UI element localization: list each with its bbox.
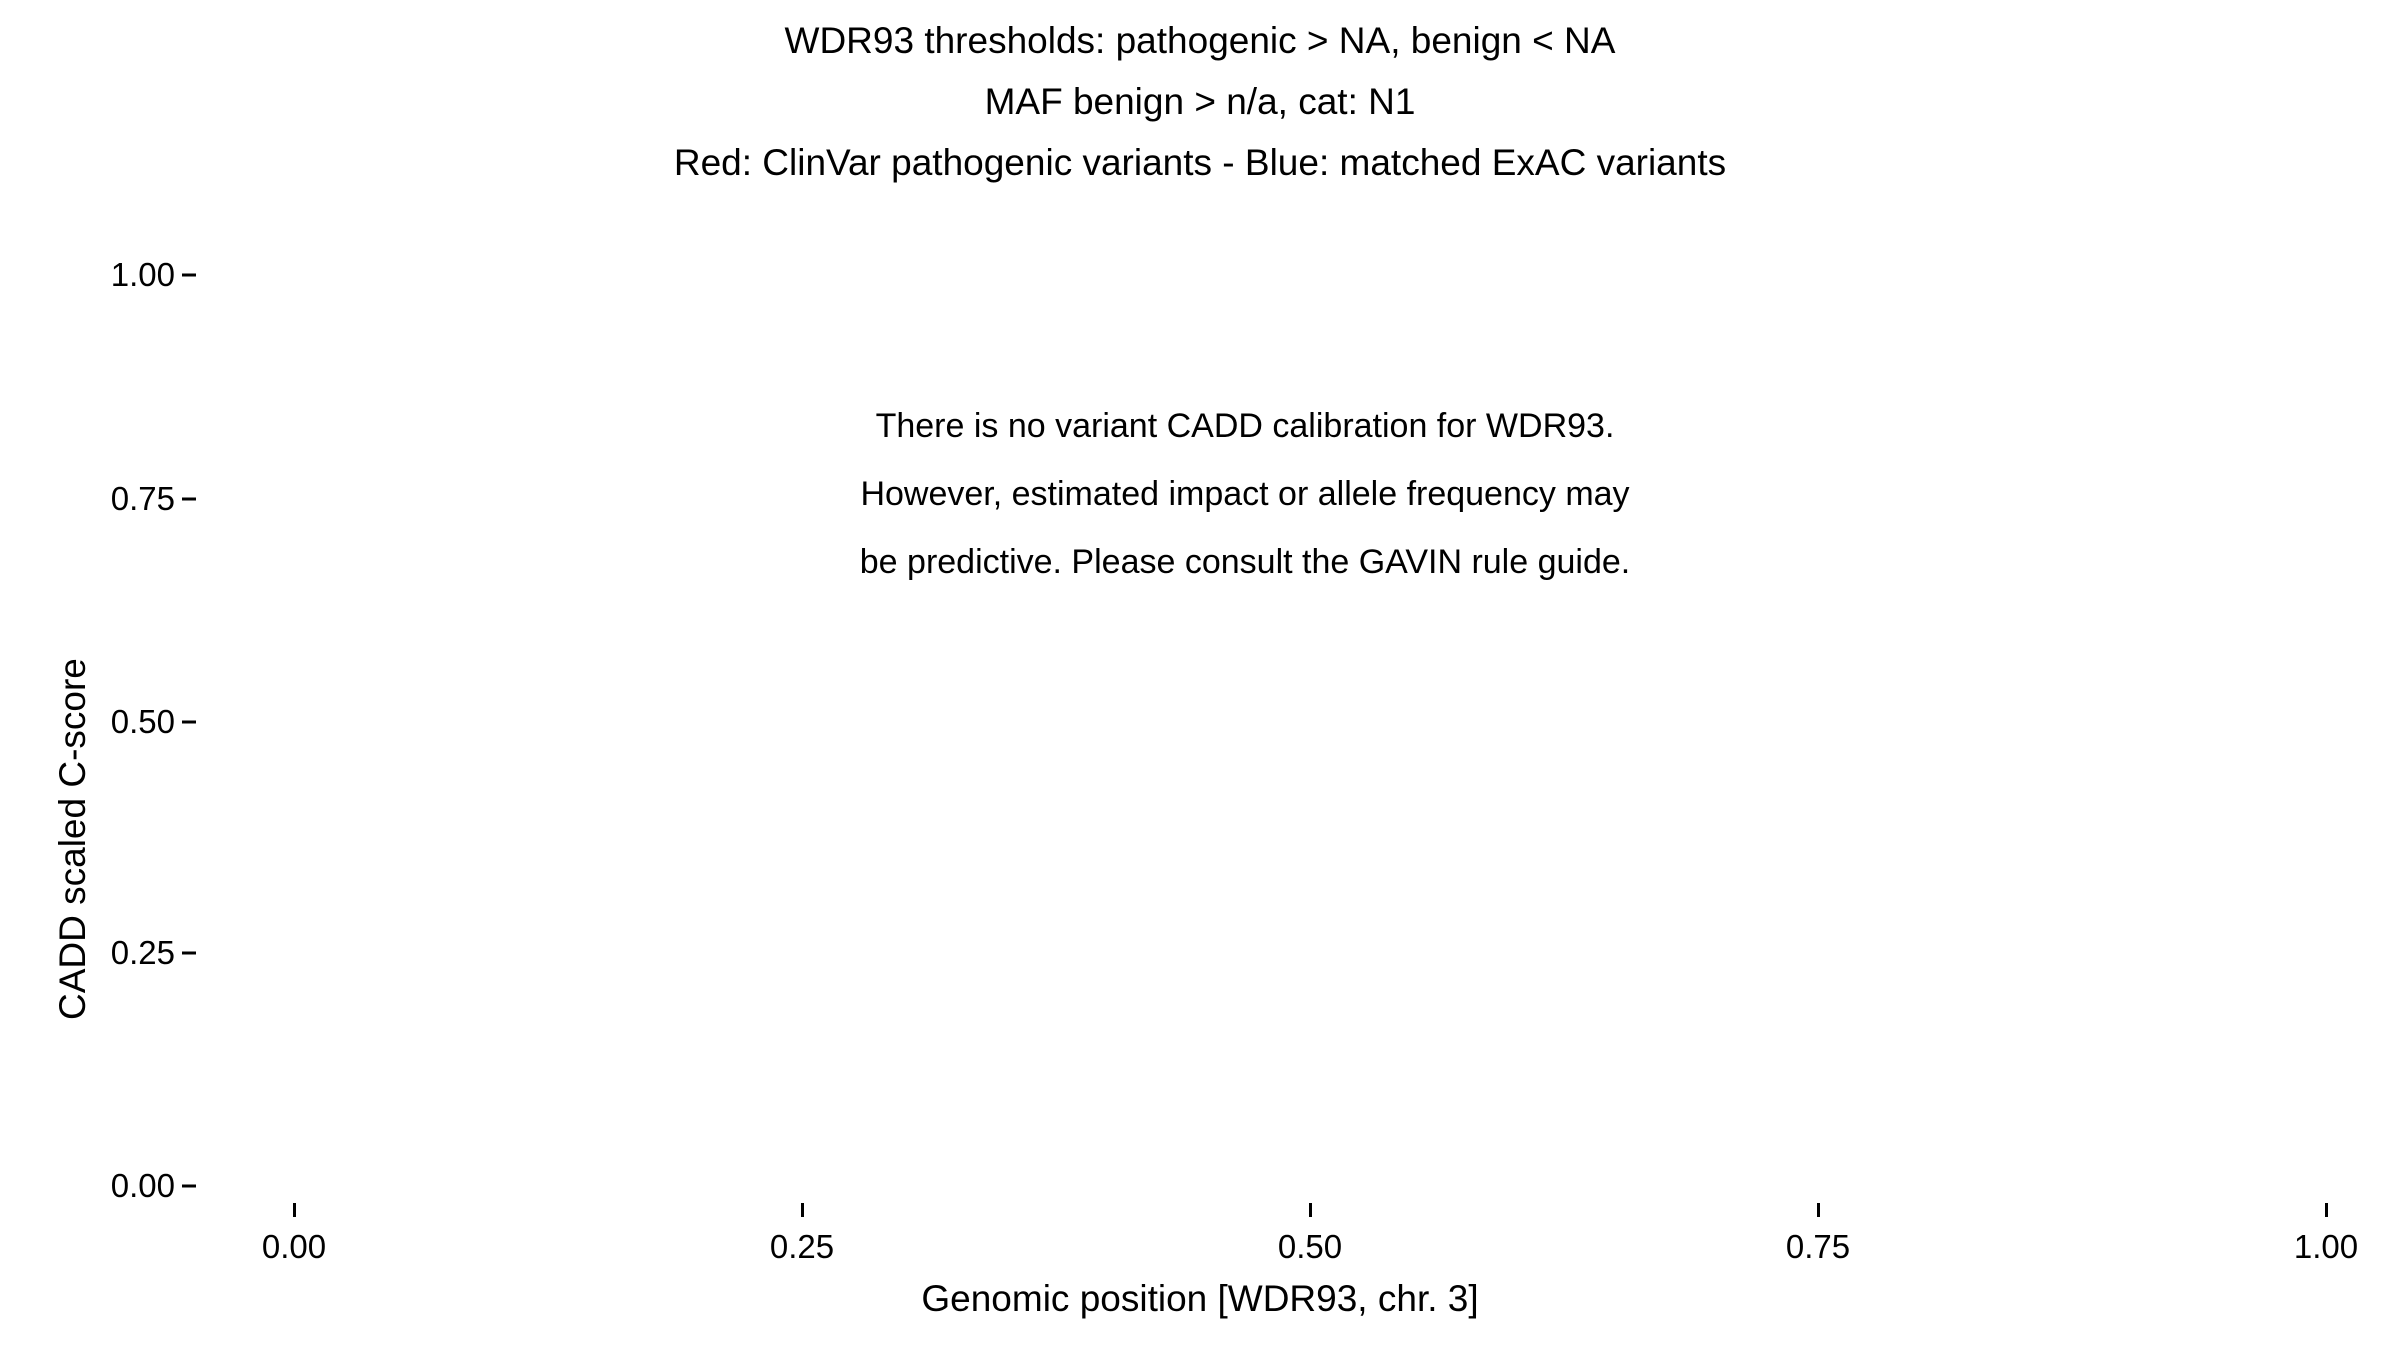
plot-annotation-line-1: There is no variant CADD calibration for WDR93. xyxy=(875,407,1615,445)
x-tick-mark-3 xyxy=(1817,1203,1820,1217)
y-tick-label-1: 0.25 xyxy=(110,934,175,971)
y-tick-label-2: 0.50 xyxy=(110,703,175,740)
chart-title-line-2: MAF benign > n/a, cat: N1 xyxy=(984,81,1416,122)
chart-title-line-1: WDR93 thresholds: pathogenic > NA, benign < NA xyxy=(784,20,1616,61)
y-tick-label-3: 0.75 xyxy=(110,480,175,517)
y-tick-mark-3 xyxy=(182,498,196,501)
y-tick-mark-0 xyxy=(182,1185,196,1188)
y-axis-ticks xyxy=(0,0,175,1350)
x-tick-label-3: 0.75 xyxy=(1785,1228,1851,1265)
y-axis-label: CADD scaled C-score xyxy=(52,658,93,1020)
x-tick-mark-0 xyxy=(293,1203,296,1217)
x-tick-label-2: 0.50 xyxy=(1277,1228,1343,1265)
chart-title-line-3: Red: ClinVar pathogenic variants - Blue: matched ExAC variants xyxy=(673,142,1727,183)
x-tick-label-1: 0.25 xyxy=(769,1228,835,1265)
y-tick-label-0: 0.00 xyxy=(110,1167,175,1204)
x-tick-mark-4 xyxy=(2325,1203,2328,1217)
x-tick-mark-1 xyxy=(801,1203,804,1217)
y-tick-mark-1 xyxy=(182,952,196,955)
y-tick-mark-4 xyxy=(182,274,196,277)
y-tick-label-4: 1.00 xyxy=(110,256,175,293)
x-tick-label-4: 1.00 xyxy=(2293,1228,2359,1265)
chart-title xyxy=(0,10,2400,193)
plot-annotation-line-2: However, estimated impact or allele frequency may xyxy=(860,475,1630,513)
x-tick-mark-2 xyxy=(1309,1203,1312,1217)
y-tick-mark-2 xyxy=(182,721,196,724)
plot-annotation-line-3: be predictive. Please consult the GAVIN rule guide. xyxy=(859,543,1631,581)
plot-annotation xyxy=(430,392,2060,596)
x-tick-label-0: 0.00 xyxy=(261,1228,327,1265)
x-axis-label: Genomic position [WDR93, chr. 3] xyxy=(921,1278,1479,1319)
